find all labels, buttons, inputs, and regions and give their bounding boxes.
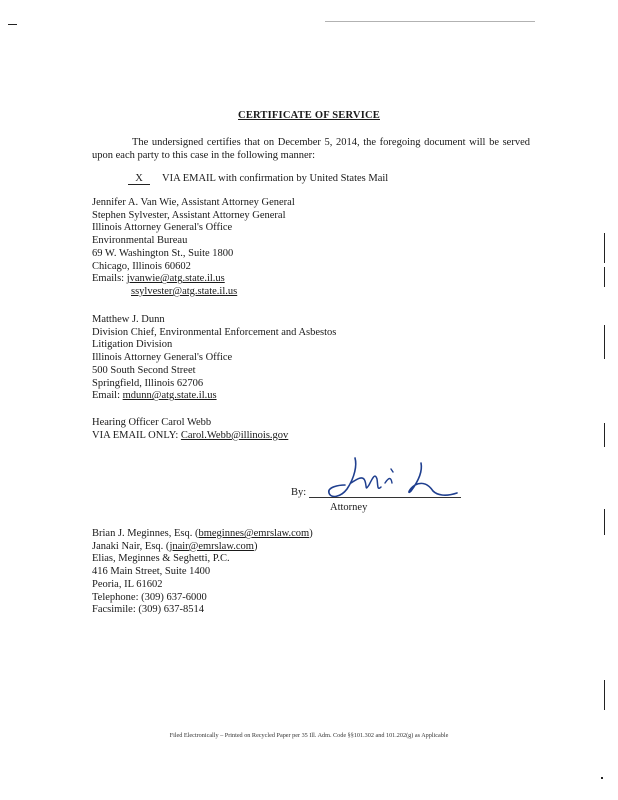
sender-block bbox=[92, 528, 313, 617]
scan-artifact bbox=[601, 777, 603, 779]
sender-name-nair: Janaki Nair, Esq. ( bbox=[92, 540, 170, 552]
email-link-vanwie[interactable]: jvanwie@atg.state.il.us bbox=[126, 273, 225, 285]
scan-artifact bbox=[604, 509, 605, 535]
recipient-line: Springfield, Illinois 62706 bbox=[92, 377, 204, 389]
email-label: Email: bbox=[92, 390, 123, 402]
scan-artifact bbox=[604, 423, 605, 447]
emails-line-2 bbox=[92, 286, 295, 299]
hearing-officer-email-line bbox=[92, 430, 288, 443]
email-link-dunn[interactable]: mdunn@atg.state.il.us bbox=[122, 390, 217, 402]
scan-artifact bbox=[8, 24, 17, 25]
sender-line: 416 Main Street, Suite 1400 bbox=[92, 566, 211, 578]
certificate-title: CERTIFICATE OF SERVICE bbox=[238, 110, 380, 121]
attorney-label: Attorney bbox=[330, 502, 368, 513]
method-checkmark: X bbox=[128, 173, 150, 185]
scan-artifact bbox=[604, 233, 605, 263]
recipient-line: Chicago, Illinois 60602 bbox=[92, 260, 191, 272]
sender-line-meginnes bbox=[92, 528, 313, 541]
by-label: By: bbox=[291, 487, 307, 498]
scan-artifact bbox=[325, 21, 535, 22]
recipient-line: Environmental Bureau bbox=[92, 235, 188, 247]
sender-name-meginnes: Brian J. Meginnes, Esq. ( bbox=[92, 528, 199, 539]
recipient-line: Illinois Attorney General's Office bbox=[92, 222, 233, 234]
method-text: VIA EMAIL with confirmation by United States Mail bbox=[162, 173, 389, 184]
recipient-block-2 bbox=[92, 314, 336, 403]
sender-line: Telephone: (309) 637-6000 bbox=[92, 591, 207, 603]
recipient-line: Matthew J. Dunn bbox=[92, 314, 165, 325]
certification-paragraph: The undersigned certifies that on December 5, 2014, the foregoing document will be served upon each party to this case in the following manner: bbox=[92, 137, 530, 161]
sender-line-nair bbox=[92, 541, 313, 554]
paren-close: ) bbox=[253, 540, 258, 552]
page-footer: Filed Electronically – Printed on Recycled Paper per 35 Ill. Adm. Code §§101.302 and 101.202(g) as Applicable bbox=[169, 732, 449, 739]
emails-label: Emails: bbox=[92, 273, 127, 285]
sender-line: Facsimile: (309) 637-8514 bbox=[92, 604, 204, 616]
email-link-sylvester[interactable]: ssylvester@atg.state.il.us bbox=[131, 285, 238, 297]
paren-close: ) bbox=[309, 528, 313, 539]
service-method bbox=[128, 173, 388, 185]
email-link-meginnes[interactable]: bmeginnes@emrslaw.com bbox=[198, 528, 310, 539]
signature-line bbox=[309, 497, 461, 498]
recipient-line: Illinois Attorney General's Office bbox=[92, 352, 233, 364]
sender-line: Elias, Meginnes & Seghetti, P.C. bbox=[92, 553, 230, 565]
recipient-line: Division Chief, Environmental Enforcement and Asbestos bbox=[92, 326, 337, 338]
email-link-webb[interactable]: Carol.Webb@illinois.gov bbox=[180, 429, 289, 441]
scan-artifact bbox=[604, 680, 605, 710]
recipient-line: 69 W. Washington St., Suite 1800 bbox=[92, 247, 234, 259]
email-line bbox=[92, 390, 336, 403]
emails-line bbox=[92, 273, 295, 286]
recipient-line: Jennifer A. Van Wie, Assistant Attorney General bbox=[92, 197, 295, 208]
scan-artifact bbox=[604, 267, 605, 287]
hearing-officer-name: Hearing Officer Carol Webb bbox=[92, 417, 212, 428]
recipient-line: Litigation Division bbox=[92, 339, 173, 351]
recipient-block-1 bbox=[92, 197, 295, 299]
scan-artifact bbox=[604, 325, 605, 359]
recipient-line: 500 South Second Street bbox=[92, 364, 196, 376]
via-email-label: VIA EMAIL ONLY: bbox=[92, 429, 181, 441]
hearing-officer-block bbox=[92, 417, 288, 442]
recipient-line: Stephen Sylvester, Assistant Attorney General bbox=[92, 209, 286, 221]
sender-line: Peoria, IL 61602 bbox=[92, 578, 163, 590]
email-link-nair[interactable]: jnair@emrslaw.com bbox=[169, 540, 254, 552]
